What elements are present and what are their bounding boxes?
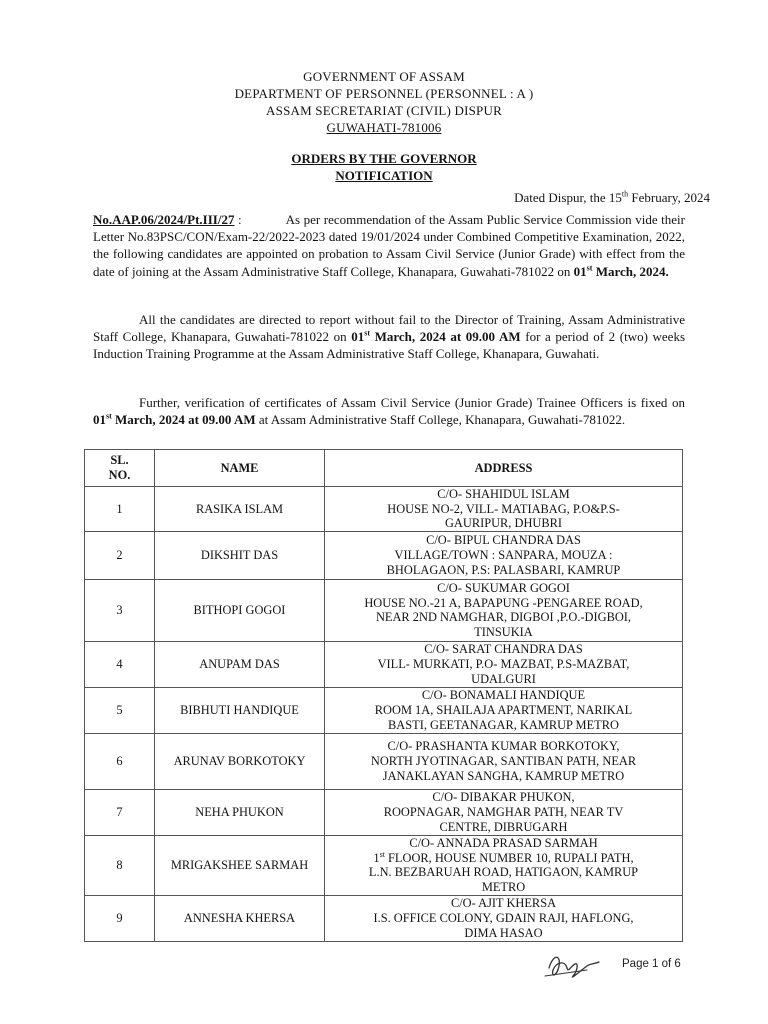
cell-sl: 7 [85,789,155,835]
column-header-address: ADDRESS [325,450,683,487]
cell-sl: 3 [85,579,155,641]
cell-address: C/O- SHAHIDUL ISLAM HOUSE NO-2, VILL- MATIABAG, P.O&P.S- GAURIPUR, DHUBRI [325,487,683,532]
para2-date-sup: st [364,328,370,338]
header-city: GUWAHATI-781006 [326,120,442,135]
notification-title: NOTIFICATION [335,168,433,183]
table-row [85,531,683,579]
table-row [85,835,683,895]
header-secretariat: ASSAM SECRETARIAT (CIVIL) DISPUR [266,103,502,118]
para3-text: Further, verification of certificates of Assam Civil Service (Junior Grade) Trainee Officers is fixed on [139,395,685,410]
cell-address: C/O- PRASHANTA KUMAR BORKOTOKY, NORTH JYOTINAGAR, SANTIBAN PATH, NEAR JANAKLAYAN SANGHA, KAMRUP METRO [325,733,683,789]
header-government: GOVERNMENT OF ASSAM [303,69,465,84]
column-header-name: NAME [155,450,325,487]
table-row [85,895,683,941]
reference-number: No.AAP.06/2024/Pt.III/27 [93,212,235,227]
cell-address: C/O- BIPUL CHANDRA DAS VILLAGE/TOWN : SANPARA, MOUZA : BHOLAGAON, P.S: PALASBARI, KAMRUP [325,531,683,579]
cell-name: RASIKA ISLAM [155,487,325,532]
table-row [85,579,683,641]
cell-sl: 9 [85,895,155,941]
table-row [85,687,683,733]
para3-date-sup: st [106,411,112,421]
table-row [85,733,683,789]
cell-name: BITHOPI GOGOI [155,579,325,641]
cell-address: C/O- ANNADA PRASAD SARMAH 1st FLOOR, HOUSE NUMBER 10, RUPALI PATH, L.N. BEZBARUAH ROAD, HATIGAON, KAMRUP METRO [325,835,683,895]
para1-text: As per recommendation of the Assam Public Service Commission vide their Letter No.83PSC/CON/Exam-22/2022-2023 dated 19/01/2024 under Combined Competitive Examination, 2022, the following candidates are appointed on probation to Assam Civil Service (Junior Grade) with effect from the date of joining at the Assam Administrative Staff College, Khanapara, Guwahati-781022 on [93,212,685,279]
dated-line [514,190,710,206]
cell-sl: 5 [85,687,155,733]
table-row [85,641,683,687]
para3-date-rest: March, 2024 at 09.00 AM [111,412,256,428]
cell-name: MRIGAKSHEE SARMAH [155,835,325,895]
para1-date-sup: st [586,263,593,273]
column-header-sl: SL. NO. [85,450,155,487]
cell-name: DIKSHIT DAS [155,531,325,579]
paragraph-verification [93,394,685,428]
letterhead [0,68,768,136]
cell-sl: 2 [85,531,155,579]
dated-sup: th [621,189,629,199]
dated-prefix: Dated Dispur, the 15 [514,190,622,205]
cell-name: ARUNAV BORKOTOKY [155,733,325,789]
cell-address: C/O- BONAMALI HANDIQUE ROOM 1A, SHAILAJA APARTMENT, NARIKAL BASTI, GEETANAGAR, KAMRUP METRO [325,687,683,733]
cell-name: ANUPAM DAS [155,641,325,687]
para2-date-day: 01 [351,329,365,345]
cell-name: BIBHUTI HANDIQUE [155,687,325,733]
para1-date-day: 01 [573,263,587,279]
cell-address: C/O- DIBAKAR PHUKON, ROOPNAGAR, NAMGHAR PATH, NEAR TV CENTRE, DIBRUGARH [325,789,683,835]
page-number: Page 1 of 6 [622,958,681,970]
cell-sl: 1 [85,487,155,532]
candidate-table [84,449,683,942]
cell-sl: 8 [85,835,155,895]
para2-text-2: for a period of 2 (two) weeks Induction Training Programme at the Assam Administrative Staff College, Khanapara, Guwahati. [93,329,686,362]
cell-address: C/O- SARAT CHANDRA DAS VILL- MURKATI, P.O- MAZBAT, P.S-MAZBAT, UDALGURI [325,641,683,687]
reference-colon: : [234,212,242,227]
table-row [85,789,683,835]
paragraph-appointment [93,211,685,280]
cell-sl: 4 [85,641,155,687]
cell-name: ANNESHA KHERSA [155,895,325,941]
cell-sl: 6 [85,733,155,789]
table-header-row [85,450,683,487]
cell-address: C/O- SUKUMAR GOGOI HOUSE NO.-21 A, BAPAPUNG -PENGAREE ROAD, NEAR 2ND NAMGHAR, DIGBOI ,P.O.-DIGBOI, TINSUKIA [325,579,683,641]
cell-name: NEHA PHUKON [155,789,325,835]
orders-heading [0,150,768,184]
table-row [85,487,683,532]
para3-text-2: at Assam Administrative Staff College, Khanapara, Guwahati-781022. [255,412,626,428]
para2-text: All the candidates are directed to report without fail to the Director of Training, Assam Administrative Staff College, Khanapara, Guwahati-781022 on [93,312,685,345]
para3-date-day: 01 [93,412,106,428]
dated-suffix: February, 2024 [628,190,710,205]
cell-address: C/O- AJIT KHERSA I.S. OFFICE COLONY, GDAIN RAJI, HAFLONG, DIMA HASAO [325,895,683,941]
signature-mark [543,946,603,984]
para2-date-rest: March, 2024 at 09.00 AM [369,329,521,345]
paragraph-report [93,311,685,363]
header-department: DEPARTMENT OF PERSONNEL (PERSONNEL : A ) [234,86,534,101]
orders-title: ORDERS BY THE GOVERNOR [291,151,477,166]
para1-date-rest: March, 2024. [592,263,669,279]
